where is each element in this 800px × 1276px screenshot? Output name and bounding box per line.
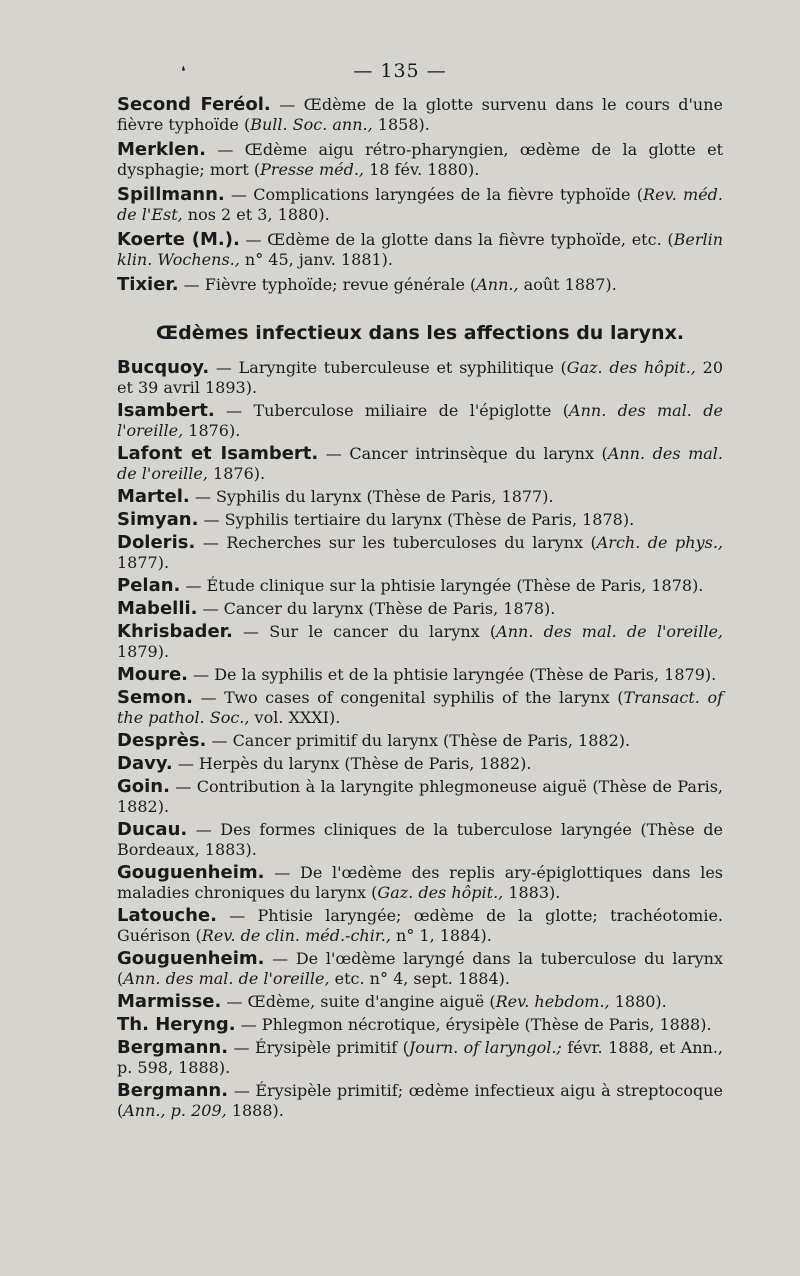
margin-mark: ❛ xyxy=(181,64,186,80)
entry-date: 1880). xyxy=(609,992,667,1011)
bibliography-entry xyxy=(117,599,723,619)
author-name: Bergmann. xyxy=(117,1080,229,1101)
page-number: — 135 — xyxy=(353,60,447,82)
author-name: Koerte (M.). xyxy=(117,229,240,250)
journal-reference: Ann. des mal. de l'oreille, xyxy=(123,969,330,988)
bibliography-entry xyxy=(117,95,723,135)
bibliography-entry xyxy=(117,1081,723,1121)
bibliography-section-1 xyxy=(117,95,723,300)
author-name: Khrisbader. xyxy=(117,621,233,642)
bibliography-entry xyxy=(117,401,723,441)
author-name: Marmisse. xyxy=(117,991,222,1012)
entry-text: — Two cases of congenital syphilis of the larynx ( xyxy=(192,688,624,707)
entry-text: — Œdème, suite d'angine aiguë ( xyxy=(221,992,496,1011)
bibliography-section-2 xyxy=(117,358,723,1124)
journal-reference: Rev. méd. de l'Est, xyxy=(117,185,724,224)
entry-date: 1888). xyxy=(226,1101,284,1120)
entry-date: 20 et 39 avril 1893). xyxy=(117,358,723,397)
journal-reference: Ann. des mal. de l'oreille, xyxy=(117,401,723,440)
bibliography-entry xyxy=(117,576,723,596)
author-name: Goin. xyxy=(117,776,170,797)
entry-text: — Contribution à la laryngite phlegmoneuse aiguë (Thèse de Paris, 1882). xyxy=(117,777,723,816)
entry-text: — Cancer primitif du larynx (Thèse de Paris, 1882). xyxy=(206,731,631,750)
bibliography-entry xyxy=(117,622,723,662)
entry-text: — Des formes cliniques de la tuberculose laryngée (Thèse de Bordeaux, 1883). xyxy=(117,820,723,859)
author-name: Desprès. xyxy=(117,730,207,751)
journal-reference: Transact. of the pathol. Soc., xyxy=(117,688,723,727)
entry-date: févr. 1888, et Ann., p. 598, 1888). xyxy=(117,1038,724,1077)
entry-text: — Phlegmon nécrotique, érysipèle (Thèse de Paris, 1888). xyxy=(235,1015,712,1034)
entry-text: — Herpès du larynx (Thèse de Paris, 1882). xyxy=(172,754,532,773)
author-name: Ducau. xyxy=(117,819,188,840)
author-name: Tixier. xyxy=(117,274,179,295)
bibliography-entry xyxy=(117,777,723,817)
author-name: Gouguenheim. xyxy=(117,948,265,969)
entry-text: — Cancer intrinsèque du larynx ( xyxy=(318,444,608,463)
author-name: Isambert. xyxy=(117,400,215,421)
section-heading: Œdèmes infectieux dans les affections du larynx. xyxy=(155,322,685,344)
bibliography-entry xyxy=(117,358,723,398)
entry-text: — Étude clinique sur la phtisie laryngée (Thèse de Paris, 1878). xyxy=(180,576,704,595)
journal-reference: Berlin klin. Wochens., xyxy=(117,230,724,269)
bibliography-entry xyxy=(117,444,723,484)
entry-text: — Syphilis tertiaire du larynx (Thèse de Paris, 1878). xyxy=(198,510,635,529)
bibliography-entry xyxy=(117,1038,723,1078)
author-name: Gouguenheim. xyxy=(117,862,265,883)
entry-text: — De l'œdème laryngé dans la tuberculose du larynx ( xyxy=(117,949,723,988)
entry-text: — De la syphilis et de la phtisie laryngée (Thèse de Paris, 1879). xyxy=(188,665,717,684)
author-name: Martel. xyxy=(117,486,190,507)
entry-date: 1879). xyxy=(117,642,170,661)
author-name: Doleris. xyxy=(117,532,196,553)
entry-text: — Laryngite tuberculeuse et syphilitique ( xyxy=(209,358,567,377)
author-name: Moure. xyxy=(117,664,189,685)
author-name: Spillmann. xyxy=(117,184,225,205)
entry-text: — Tuberculose miliaire de l'épiglotte ( xyxy=(214,401,570,420)
author-name: Merklen. xyxy=(117,139,206,160)
bibliography-entry xyxy=(117,906,723,946)
entry-date: 1858). xyxy=(372,115,430,134)
journal-reference: Ann. des mal. de l'oreille, xyxy=(496,622,724,641)
entry-date: 1877). xyxy=(117,553,170,572)
author-name: Davy. xyxy=(117,753,173,774)
bibliography-entry xyxy=(117,731,723,751)
author-name: Lafont et Isambert. xyxy=(117,443,319,464)
entry-text: — Phtisie laryngée; œdème de la glotte; trachéotomie. Guérison ( xyxy=(117,906,723,945)
journal-reference: Rev. hebdom., xyxy=(495,992,610,1011)
entry-text: — Érysipèle primitif ( xyxy=(228,1038,409,1057)
journal-reference: Gaz. des hôpit., xyxy=(377,883,504,902)
journal-reference: Ann., xyxy=(476,275,519,294)
author-name: Mabelli. xyxy=(117,598,198,619)
bibliography-entry xyxy=(117,754,723,774)
bibliography-entry xyxy=(117,487,723,507)
journal-reference: Arch. de phys., xyxy=(596,533,724,552)
entry-date: n° 1, 1884). xyxy=(390,926,492,945)
author-name: Simyan. xyxy=(117,509,199,530)
entry-text: — Fièvre typhoïde; revue générale ( xyxy=(178,275,477,294)
entry-text: — Complications laryngées de la fièvre typhoïde ( xyxy=(224,185,644,204)
entry-text: — Cancer du larynx (Thèse de Paris, 1878). xyxy=(197,599,556,618)
journal-reference: Rev. de clin. méd.-chir., xyxy=(201,926,391,945)
bibliography-entry xyxy=(117,533,723,573)
bibliography-entry xyxy=(117,185,723,225)
entry-text: — Œdème de la glotte dans la fièvre typhoïde, etc. ( xyxy=(239,230,674,249)
journal-reference: Gaz. des hôpit., xyxy=(566,358,696,377)
entry-date: nos 2 et 3, 1880). xyxy=(182,205,330,224)
entry-date: 1876). xyxy=(183,421,241,440)
entry-date: 1883). xyxy=(503,883,561,902)
bibliography-entry xyxy=(117,665,723,685)
author-name: Th. Heryng. xyxy=(117,1014,236,1035)
author-name: Bucquoy. xyxy=(117,357,210,378)
journal-reference: Journ. of laryngol.; xyxy=(408,1038,562,1057)
journal-reference: Bull. Soc. ann., xyxy=(250,115,373,134)
entry-text: — Œdème aigu rétro-pharyngien, œdème de la glotte et dysphagie; mort ( xyxy=(117,140,723,179)
entry-text: — Sur le cancer du larynx ( xyxy=(232,622,497,641)
entry-date: vol. XXXI). xyxy=(249,708,341,727)
entry-text: — Érysipèle primitif; œdème infectieux aigu à streptocoque ( xyxy=(117,1081,723,1120)
journal-reference: Ann., p. 209, xyxy=(123,1101,227,1120)
bibliography-entry xyxy=(117,1015,723,1035)
author-name: Semon. xyxy=(117,687,193,708)
bibliography-entry xyxy=(117,275,723,295)
bibliography-entry xyxy=(117,820,723,860)
author-name: Second Feréol. xyxy=(117,94,271,115)
entry-text: — De l'œdème des replis ary-épiglottiques dans les maladies chroniques du larynx ( xyxy=(117,863,723,902)
entry-text: — Syphilis du larynx (Thèse de Paris, 1877). xyxy=(189,487,554,506)
author-name: Bergmann. xyxy=(117,1037,229,1058)
entry-text: — Œdème de la glotte survenu dans le cours d'une fièvre typhoïde ( xyxy=(117,95,723,134)
journal-reference: Ann. des mal. de l'oreille, xyxy=(117,444,724,483)
bibliography-entry xyxy=(117,992,723,1012)
author-name: Pelan. xyxy=(117,575,181,596)
author-name: Latouche. xyxy=(117,905,217,926)
entry-text: — Recherches sur les tuberculoses du larynx ( xyxy=(195,533,597,552)
bibliography-entry xyxy=(117,140,723,180)
entry-date: 18 fév. 1880). xyxy=(364,160,480,179)
bibliography-entry xyxy=(117,230,723,270)
entry-date: août 1887). xyxy=(518,275,617,294)
journal-reference: Presse méd., xyxy=(260,160,365,179)
bibliography-entry xyxy=(117,949,723,989)
entry-date: 1876). xyxy=(207,464,266,483)
entry-date: etc. n° 4, sept. 1884). xyxy=(329,969,510,988)
bibliography-entry xyxy=(117,863,723,903)
entry-date: n° 45, janv. 1881). xyxy=(239,250,393,269)
bibliography-entry xyxy=(117,510,723,530)
bibliography-entry xyxy=(117,688,723,728)
